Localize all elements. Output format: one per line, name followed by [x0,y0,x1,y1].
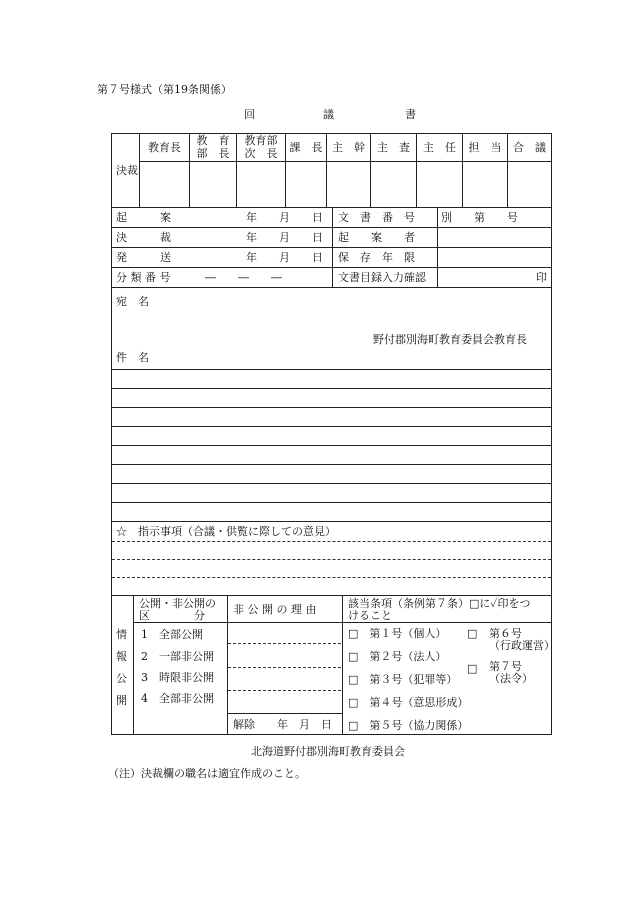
clause-2[interactable]: □ 第２号（法人） [348,650,447,663]
clause-7-checkbox[interactable]: □ [467,662,478,675]
info-value-classification: ― ― ― [205,271,282,284]
approval-header-supervisor: 主 幹 [332,141,365,154]
subject-line-6 [111,464,552,465]
approval-header-inspector: 主 査 [377,141,410,154]
info-right-divider [437,207,438,288]
clause-3[interactable]: □ 第３号（犯罪等） [348,673,458,686]
subject-line-5 [111,445,552,446]
info-label-dispatch: 発 送 [116,251,171,264]
frame-bottom [111,734,552,735]
col1-header-line1: 公開・非公開の [139,597,216,610]
clause-5[interactable]: □ 第５号（協力関係） [348,719,469,732]
subject-line-2 [111,388,552,389]
subject-line-7 [111,483,552,484]
info-date-dispatch: 年 月 日 [246,251,323,264]
approval-header-staff: 担 当 [468,141,502,154]
info-value-doc-number: 別 第 号 [441,211,518,224]
title-char-1: 回 [244,108,255,121]
col3-header-line1: 該当条項（条例第７条）□に✓印をつ [348,597,531,610]
reason-line-2 [228,667,341,668]
clause-7-label: 第７号 [489,660,522,673]
title-char-3: 書 [405,108,416,121]
disclosure-side-3: 公 [116,672,127,685]
info-label-draft: 起 案 [116,211,171,224]
approval-row-label: 決裁 [116,164,138,177]
footer-note: （注）決裁欄の職名は適宜作成のこと。 [108,767,306,780]
clause-6-desc: （行政運営） [489,639,555,652]
disclosure-top-line [111,595,552,596]
instructions-line-3 [112,577,551,578]
release-date: 解除 年 月 日 [233,718,332,731]
approval-header-deputy-1: 教育部 [244,134,278,147]
info-label-classification: 分 類 番 号 [116,271,171,284]
subject-line-1 [111,369,552,370]
instructions-label: ☆ 指示事項（合議・供覧に際しての意見） [116,525,336,538]
approval-header-dept-chief-1: 教 育 [196,134,230,147]
subject-line-8 [111,502,552,503]
frame-top [111,133,552,134]
clause-6-checkbox[interactable]: □ [467,627,478,640]
title-char-2: 議 [323,108,334,121]
disclosure-divider-1 [227,595,228,735]
addressee-label: 宛 名 [116,295,149,308]
col3-header-line2: けること [348,609,392,622]
frame-left [111,133,112,735]
col1-header-line2: 区 分 [139,609,205,622]
info-date-approval: 年 月 日 [246,231,323,244]
approval-header-education-chief: 教育長 [148,141,181,154]
col2-header: 非 公 開 の 理 由 [233,603,317,616]
approval-header-dept-chief-2: 部 長 [196,147,230,160]
info-date-draft: 年 月 日 [246,211,323,224]
clause-7-desc: （法令） [489,672,533,685]
footer-organization: 北海道野付郡別海町教育委員会 [251,745,405,758]
category-full-disclosure: 1 全部公開 [141,628,203,641]
approval-header-chief-staff: 主 任 [423,141,456,154]
info-label-retention: 保 存 年 限 [338,251,415,264]
reason-line-1 [228,643,341,644]
subject-line-9 [111,521,552,522]
approval-header-section-chief: 課 長 [289,141,323,154]
subject-label: 件 名 [116,351,149,364]
reason-release-line [227,713,343,714]
category-partial-nondisclosure: 2 一部非公開 [141,650,214,663]
clause-1[interactable]: □ 第１号（個人） [348,627,447,640]
category-full-nondisclosure: 4 全部非公開 [141,692,214,705]
disclosure-side-4: 開 [116,694,127,707]
approval-header-deputy-2: 次 長 [244,147,278,160]
clause-4[interactable]: □ 第４号（意思形成） [348,696,469,709]
form-label: 第７号様式（第19条関係） [97,83,232,96]
disclosure-side-1: 情 [116,628,127,641]
info-label-catalog-check: 文書目録入力確認 [338,271,426,284]
info-label-drafter: 起 案 者 [338,231,415,244]
instructions-line-2 [112,559,551,560]
info-label-doc-number: 文 書 番 号 [338,211,415,224]
disclosure-header-line [133,622,552,623]
reason-line-3 [228,690,341,691]
info-label-approval: 決 裁 [116,231,171,244]
info-seal-mark: 印 [536,271,547,284]
clause-6-label: 第６号 [489,627,522,640]
subject-line-3 [111,407,552,408]
category-timed-nondisclosure: 3 時限非公開 [141,671,214,684]
disclosure-side-2: 報 [116,650,127,663]
sender-name: 野付郡別海町教育委員会教育長 [373,333,527,346]
approval-header-consultation: 合 議 [513,141,546,154]
subject-line-4 [111,426,552,427]
instructions-line-1 [112,541,551,542]
disclosure-divider-2 [342,595,343,735]
approval-header-line [139,161,552,162]
disclosure-divider-side [133,595,134,735]
info-mid-divider [332,207,333,288]
